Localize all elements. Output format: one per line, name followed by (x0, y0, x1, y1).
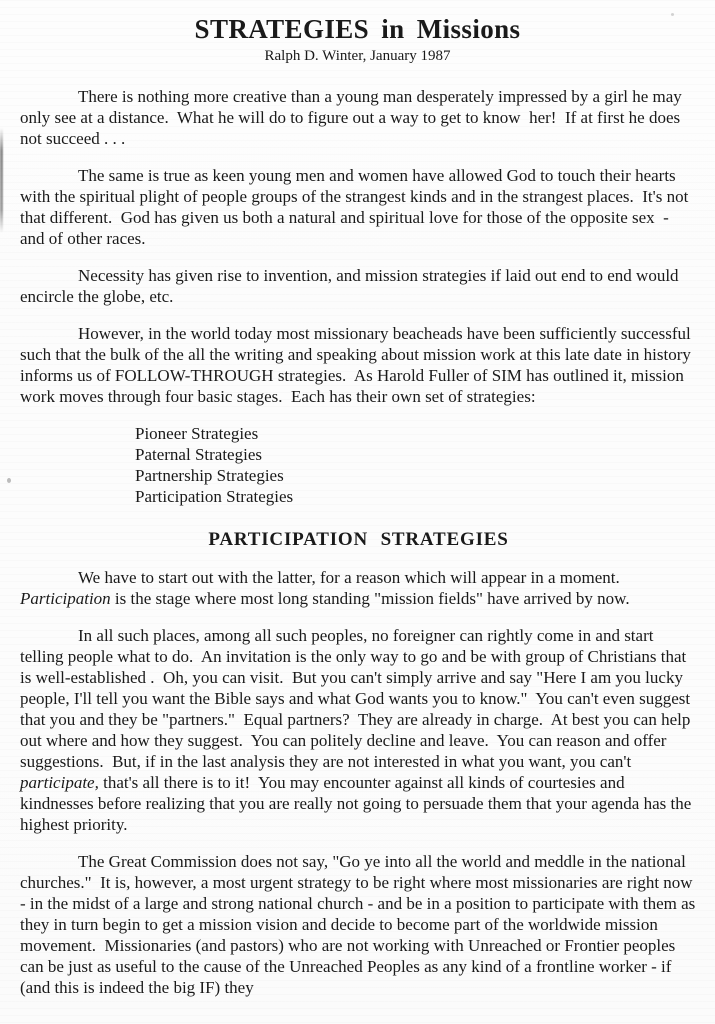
paragraph: However, in the world today most missionary beacheads have been sufficiently successful such that the bulk of the all the writing and speaking about mission work at this late date in history informs us of FOLLOW-THROUGH strategies. As Harold Fuller of SIM has outlined it, mission work moves through four basic stages. Each has their own set of strategies: (20, 324, 696, 406)
strategy-list-item: Pioneer Strategies (135, 424, 259, 443)
strategy-list-item: Partnership Strategies (135, 466, 284, 485)
paragraph: In all such places, among all such peoples, no foreigner can rightly come in and start telling people what to do. An invitation is the only way to go and be with group of Christians that is well-established . Oh, you can visit. But you can't simply arrive and say "Here I am you lucky people, I'll tell you want the Bible says and what God wants you to know." You can't even suggest that you and they be "partners." Equal partners? They are already in charge. At best you can help out where and how they suggest. You can politely decline and leave. You can reason and offer suggestions. But, if in the last analysis they are not interested in what you want, you can't participate, that's all there is to it! You may encounter against all kinds of courtesies and kindnesses before realizing that you are really not going to persuade them that your agenda has the highest priority. (20, 626, 696, 834)
scan-speck (7, 478, 11, 483)
document-title: STRATEGIES in Missions (194, 14, 521, 44)
paragraph: The Great Commission does not say, "Go ye into all the world and meddle in the national churches." It is, however, a most urgent strategy to be right where most missionaries are right now - in the midst of a large and strong national church - and be in a position to participate with them as they in turn begin to get a mission vision and decide to become part of the worldwide mission movement. Missionaries (and pastors) who are not working with Unreached or Frontier peoples can be just as useful to the cause of the Unreached Peoples as any kind of a frontline worker - if (and this is indeed the big IF) they (20, 852, 700, 997)
document-header (0, 0, 715, 66)
document-byline: Ralph D. Winter, January 1987 (264, 48, 451, 64)
strategy-list (135, 423, 697, 507)
document-body (20, 86, 700, 998)
paragraph: The same is true as keen young men and women have allowed God to touch their hearts with the spiritual plight of people groups of the strangest kinds and in the strangest places. It's not that different. God has given us both a natural and spiritual love for those of the opposite sex - and of other races. (20, 166, 693, 248)
scan-edge-smudge (0, 128, 3, 233)
paragraph: We have to start out with the latter, for a reason which will appear in a moment. Participation is the stage where most long standing "mission fields" have arrived by now. (20, 568, 630, 608)
paragraph: Necessity has given rise to invention, and mission strategies if laid out end to end would encircle the globe, etc. (20, 266, 683, 306)
section-heading: PARTICIPATION STRATEGIES (208, 529, 509, 550)
strategy-list-item: Paternal Strategies (135, 445, 262, 464)
paragraph: There is nothing more creative than a young man desperately impressed by a girl he may only see at a distance. What he will do to figure out a way to get to know her! If at first he does not succeed . . . (20, 87, 687, 148)
scan-speck (671, 13, 674, 16)
strategy-list-item: Participation Strategies (135, 487, 294, 506)
